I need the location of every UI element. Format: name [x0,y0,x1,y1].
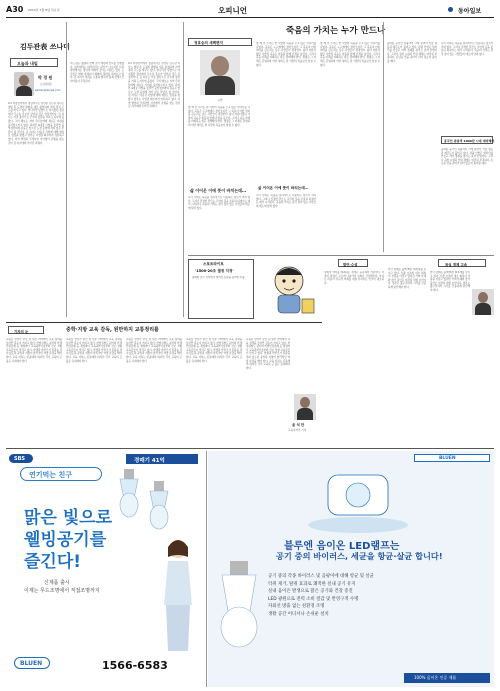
cartoon-text: 통화와 만두 사이에서 벌어진 논란을 풍자한 만평 [192,276,245,279]
ad-rule [6,448,494,449]
divider [66,22,67,317]
divider [183,22,184,317]
section-rule [188,255,494,256]
ad-right-brand-bar [414,454,490,462]
column-right-body-3: 올여름 중국인 관광객이 크게 늘면서 서울 명동과 제주도가 붐비고 있다. 관광 산업은 일자리를 만들고 지역 경제를 살리는 효자 산업이다. 그러나 숙박 시설과 안내 체계는 여전히 부족하다. 손님을 맞을 준비가 되어 있는지 돌아볼 때다. [441,148,493,166]
ad-headline-1: 맑은 빛으로 [24,508,113,528]
cartoon-illustration [258,259,320,319]
led-lamp-icon [116,469,142,523]
bottom-body-2: 교육감 선거가 끝난 뒤 일부 지역에서 교육 정책을 둘러싼 갈등이 커지고 있다. 학업성취도 평가와 학생인권조례 등 쟁점마다 교육과학기술부와 진보 성향 교육감들이 맞서고 있다. 학생과 학부모가 혼란을 겪지 않도록 중앙과 지방이 합리적인 역할 분담을 해야 한다. 교육 자치는 존중돼야 하지만 국가 교육의 큰 틀은 유지돼야 한다. [66,338,122,363]
ad-sub-2: 이제는 무드조명에서 직접조명까지 [24,588,100,594]
paper-emblem [448,7,453,12]
column-middle-label: 정호승의 새벽편지 [194,40,224,45]
ad-left[interactable] [6,451,204,687]
bottom-article [6,324,322,444]
ad-phone[interactable]: 1566-6583 [102,659,168,672]
economy-photo [472,289,494,315]
reporter-face-icon [300,397,310,408]
reporter-suit-icon [297,408,313,420]
column-middle-subhead-right: 삶 이어온 이에 뜻이 바치는데… [258,186,309,190]
ad-program-text: 경매기 41억 [134,457,165,464]
photo-caption: 시인 [217,99,223,102]
bottom-body-4: 교육감 선거가 끝난 뒤 일부 지역에서 교육 정책을 둘러싼 갈등이 커지고 있다. 학업성취도 평가와 학생인권조례 등 쟁점마다 교육과학기술부와 진보 성향 교육감들이 맞서고 있다. 학생과 학부모가 혼란을 겪지 않도록 중앙과 지방이 합리적인 역할 분담을 해야 한다. 교육 자치는 존중돼야 하지만 국가 교육의 큰 틀은 유지돼야 한다. [186,338,242,363]
cartoon-drawing-icon [258,259,320,319]
ad-badge [20,467,102,481]
column-left-body: 6·2 지방선거에서 경남지사로 당선된 김두관 지사는 취임 후 도정의 방향을 새로 설정하며 지역 정치 구도를 바꾸고 있다. 한나라당 텃밭으로 여겨졌던 경남에서 무소속 후보가 당선된 것은 상징적이다. 김 지사는 이장 출신으로 군수와 장관을 거쳐 도지사에 올랐다. 그의 행보는 지역 주민들에게 새로운 기대를 불러일으키고 있다. 하지만 4대강 사업을 둘러싼 중앙정부와의 갈등은 앞으로 도정 운영에 적지 않은 부담이 될 것이다. 김 지사는 낙동강 사업에 대해 재검토 입장을 밝혔고 정부는 사업권 회수까지 거론하고 있다. 지역 발전과 국책사업 사이에서 균형을 찾는 것이 김 지사에게 주어진 과제다. [8,102,64,145]
column-left-headline: 김두관表 쓰나미 [20,43,71,51]
column-label: 오늘과 내일 [17,60,38,66]
column-middle-headline: 죽음의 가치는 누가 만드나 [286,26,386,36]
economy-body: 한국 경제는 올해 빠른 회복세를 보이고 있다. 수출 호조와 내수 회복이 성장을 이끌고 있지만 가계 부채와 물가 불안은 여전히 위험 요인이다. 정부는 출구전략의 시기를 신중하게 판단해야 한다. [430,271,470,292]
ad-sub-1: 신제품 출시 [44,580,70,586]
ad-channel-logo [9,454,33,463]
column-middle-body-2: 우리 사회는 죽음을 정치적으로 이용하는 경우가 적지 않다. 그러나 진정한 추모는 고인의 뜻을 조용히 되새기는 데서 시작된다. 죽음의 가치는 결국 살아 있는 사람들의 태도에 달려 있다. [188,196,250,210]
divider [383,22,384,252]
cartoon-title: '1500-20조 결정 지정' [195,269,234,273]
column-left-body-continued-2: 6·2 지방선거에서 경남지사로 당선된 김두관 지사는 취임 후 도정의 방향을 새로 설정하며 지역 정치 구도를 바꾸고 있다. 한나라당 텃밭으로 여겨졌던 경남에서 무소속 후보가 당선된 것은 상징적이다. 김 지사는 이장 출신으로 군수와 장관을 거쳐 도지사에 올랐다. 그의 행보는 지역 주민들에게 새로운 기대를 불러일으키고 있다. 하지만 4대강 사업을 둘러싼 중앙정부와의 갈등은 앞으로 도정 운영에 적지 않은 부담이 될 것이다. 김 지사는 낙동강 사업에 대해 재검토 입장을 밝혔고 정부는 사업권 회수까지 거론하고 있다. 지역 발전과 국책사업 사이에서 균형을 찾는 것이 김 지사에게 주어진 과제다. [128,62,180,109]
economy-suit-icon [475,303,491,315]
author-suit-icon [16,86,32,96]
column-right-label: 중국인 관광객 1000만 시대 대비해야 [444,138,495,143]
ad-right-headline-1: 블루엔 음이온 LED램프는 [284,541,400,552]
ad-right-product-icon [214,561,264,661]
editorial-body: 사회적 약자를 배려하는 정책은 공동체의 기본이다. 성장의 과실이 고르게 나뉘어야 사회가 건강해진다. 복지는 비용이 아니라 미래를 위한 투자라는 인식이 필요하다. [324,271,384,285]
ad-bullet: 공기 중의 각종 바이러스 및 곰팡이에 대해 항균 및 살균 [268,574,374,579]
poet-suit-icon [205,76,235,95]
ad-right-brand: BLUEN [439,456,456,461]
author-face-icon [19,75,29,86]
ad-channel-text: SBS [14,455,26,462]
bottom-headline: 중학·지방 교육 감독, 원만하지 교통정리를 [66,327,159,333]
reporter-role: 교육복지부 기자 [288,429,307,432]
author-email[interactable]: parker@donga.com [35,89,61,92]
ad-brand-logo [14,657,50,669]
economy-label: 착실 경제 고속 [445,262,468,267]
bottom-body-1: 교육감 선거가 끝난 뒤 일부 지역에서 교육 정책을 둘러싼 갈등이 커지고 있다. 학업성취도 평가와 학생인권조례 등 쟁점마다 교육과학기술부와 진보 성향 교육감들이 맞서고 있다. 학생과 학부모가 혼란을 겪지 않도록 중앙과 지방이 합리적인 역할 분담을 해야 한다. 교육 자치는 존중돼야 하지만 국가 교육의 큰 틀은 유지돼야 한다. [6,338,62,363]
cartoon-box [188,259,254,319]
editorial-label: 발언·수설 [343,262,358,267]
ad-program-badge [126,454,198,464]
column-middle-body-right-b: 우리 사회는 죽음을 정치적으로 이용하는 경우가 적지 않다. 그러나 진정한 추모는 고인의 뜻을 조용히 되새기는 데서 시작된다. 죽음의 가치는 결국 살아 있는 사람들의 태도에 달려 있다. [256,194,316,208]
ad-bullet: 자외선 방출 없는 친환경 조명 [268,604,325,609]
economy-face-icon [478,292,488,303]
bottom-section-rule [6,322,322,323]
masthead [6,3,494,17]
ad-model-figure-icon [156,535,200,655]
ad-headline-3: 즐긴다! [24,552,82,572]
ad-brand-text: BLUEN [20,660,43,667]
ad-right-footer [404,673,490,683]
column-right-label-box [441,136,493,144]
column-middle-subhead: 삶 이어온 이에 뜻이 바치는데… [190,188,246,193]
column-right-body-2: 우리 사회는 죽음을 정치적으로 이용하는 경우가 적지 않다. 그러나 진정한 추모는 고인의 뜻을 조용히 되새기는 데서 시작된다. 죽음의 가치는 결국 살아 있는 사람들의 태도에 달려 있다. [441,42,493,56]
bottom-body-3: 교육감 선거가 끝난 뒤 일부 지역에서 교육 정책을 둘러싼 갈등이 커지고 있다. 학업성취도 평가와 학생인권조례 등 쟁점마다 교육과학기술부와 진보 성향 교육감들이 맞서고 있다. 학생과 학부모가 혼란을 겪지 않도록 중앙과 지방이 합리적인 역할 분담을 해야 한다. 교육 자치는 존중돼야 하지만 국가 교육의 큰 틀은 유지돼야 한다. [126,338,182,363]
reporter-name: 윤 석 만 [292,423,305,427]
author-name: 박 경 원 [38,75,53,80]
page-number: A30 [6,5,24,14]
ad-divider [206,451,207,687]
ad-right-lamp-icon [298,465,418,535]
ad-bullet: 생활 공간 어디서나 손쉬운 설치 [268,611,329,617]
ad-right-footer-text: 100% 음이온 인증 제품 [414,675,457,680]
economy-editorial [430,259,494,404]
bottom-label-box [8,326,44,334]
ad-bullet: 악취 제거, 탈취 효과로 쾌적한 실내 공기 유지 [268,581,356,587]
cartoon-label: 스포트라이트 [203,262,224,266]
economy-label-box [438,259,486,267]
masthead-rule [6,17,494,18]
column-middle-label-box [188,38,252,46]
reporter-photo [294,394,316,420]
bottom-body-5: 교육감 선거가 끝난 뒤 일부 지역에서 교육 정책을 둘러싼 갈등이 커지고 있다. 학업성취도 평가와 학생인권조례 등 쟁점마다 교육과학기술부와 진보 성향 교육감들이 맞서고 있다. 학생과 학부모가 혼란을 겪지 않도록 중앙과 지방이 합리적인 역할 분담을 해야 한다. 교육 자치는 존중돼야 하지만 국가 교육의 큰 틀은 유지돼야 한다. [246,338,290,370]
date-line: 2010년 7월 8일 목요일 [28,8,60,12]
column-left [6,20,71,320]
ad-right-headline-2: 공기 중의 바이러스, 세균을 항균·살균 합니다! [276,551,443,561]
led-lamp-icon [146,481,172,535]
ad-right[interactable] [208,451,494,687]
editorial-box [324,259,384,404]
ad-right-headline-block [276,537,490,567]
ad-headline-2: 웰빙공기를 [24,530,107,550]
poet-face-icon [211,56,229,76]
section-title: 오피니언 [218,6,247,15]
column-middle-photo [200,50,240,95]
column-label-box [10,58,58,67]
author-role: 논설위원 [40,82,52,86]
paper-name: 동아일보 [458,8,482,15]
ad-bullet: LED 광원으로 전력 소비 절감 및 반영구적 수명 [268,596,359,602]
column-middle-body: 몇 해 전 우리는 한 사람의 죽음을 두고 많은 이야기를 나눴다. 죽음은 누구에게나 찾아오지만 그 죽음이 어떤 의미를 갖는지는 남은 사람들이 결정한다. 삶이 아름다웠던 사람의 죽음은 슬픔과 함께 존경을 남긴다. 그러나 죽음 자체를 미화하는 일은 경계해야 한다. 생명은 그 자체로 존엄하며 어떤 대의도 한 사람의 목숨보다 앞설 수 없다. [188,106,250,127]
column-right-body: 올여름 중국인 관광객이 크게 늘면서 서울 명동과 제주도가 붐비고 있다. 관광 산업은 일자리를 만들고 지역 경제를 살리는 효자 산업이다. 그러나 숙박 시설과 안내 체계는 여전히 부족하다. 손님을 맞을 준비가 되어 있는지 돌아볼 때다. [387,42,437,63]
column-middle-body-right-a: 몇 해 전 우리는 한 사람의 죽음을 두고 많은 이야기를 나눴다. 죽음은 누구에게나 찾아오지만 그 죽음이 어떤 의미를 갖는지는 남은 사람들이 결정한다. 삶이 아름다웠던 사람의 죽음은 슬픔과 함께 존경을 남긴다. 그러나 죽음 자체를 미화하는 일은 경계해야 한다. 생명은 그 자체로 존엄하며 어떤 대의도 한 사람의 목숨보다 앞설 수 없다. [256,42,316,67]
editorial-label-box [338,259,368,267]
bottom-label: 기자의 눈 [14,329,29,334]
ad-right-bullets [268,573,488,663]
author-photo [14,72,34,96]
column-middle-body-right-c: 몇 해 전 우리는 한 사람의 죽음을 두고 많은 이야기를 나눴다. 죽음은 누구에게나 찾아오지만 그 죽음이 어떤 의미를 갖는지는 남은 사람들이 결정한다. 삶이 아름다웠던 사람의 죽음은 슬픔과 함께 존경을 남긴다. 그러나 죽음 자체를 미화하는 일은 경계해야 한다. 생명은 그 자체로 존엄하며 어떤 대의도 한 사람의 목숨보다 앞설 수 없다. [320,42,380,67]
column-left-body-continued: 새 도정은 출범과 함께 조직 개편과 인사를 단행했다. 일부에서는 파격이라는 평가가 나오지만 다른 한편에서는 정치적 색채가 짙다는 비판도 있다. 도민들은 변화 자체보다 변화의 결과를 지켜보고 있다. 김 지사가 말하는 소통과 협치가 실제 정책으로 이어질지 주목된다. [70,62,124,83]
ad-bullet: 실내 음이온 발생으로 맑은 공기와 건강 증진 [268,589,353,594]
editorial-body-2: 한국 경제는 올해 빠른 회복세를 보이고 있다. 수출 호조와 내수 회복이 성장을 이끌고 있지만 가계 부채와 물가 불안은 여전히 위험 요인이다. 정부는 출구전략의 시기를 신중하게 판단해야 한다. [388,268,426,289]
ad-badge-text: 연기먹는 친구 [29,471,73,479]
